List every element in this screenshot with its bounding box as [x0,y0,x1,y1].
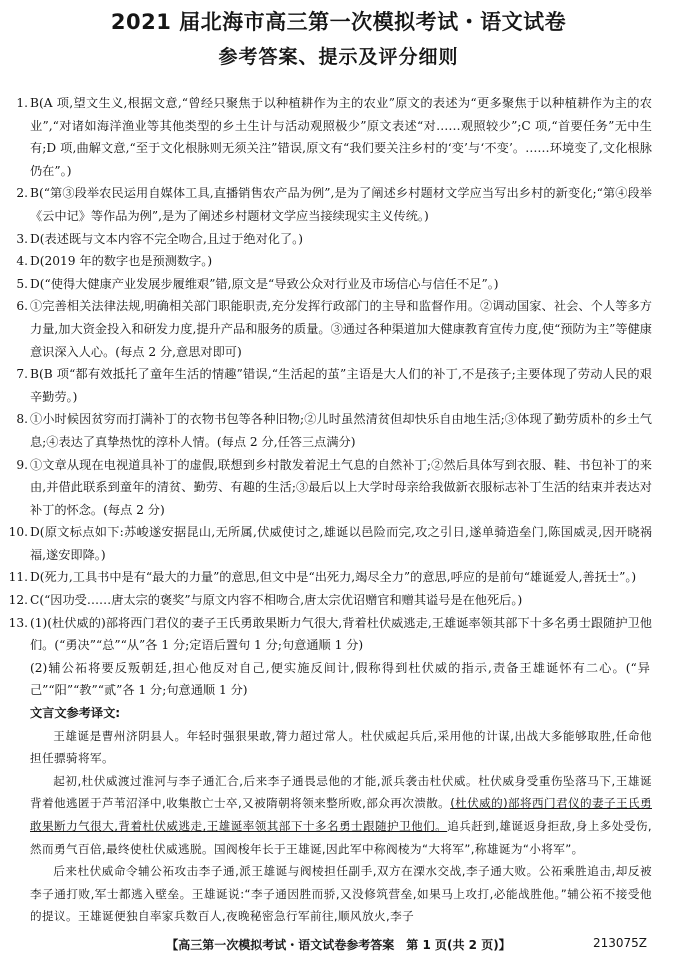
answer-item-13: 13. (1)(杜伏威的)部将西门君仪的妻子王氏勇敢果断力气很大,背着杜伏威逃走,王雄诞率领其部下十多名勇士跟随护卫他们。(“勇决”“总”“从”各 1 分;定语后置句 1 分;句意通顺 1 分) [0,612,677,657]
answer-item-7: 7. B(B 项“都有效抵托了童年生活的情趣”错误,“生活起的茧”主语是大人们的补丁,不是孩子;主要体现了劳动人民的艰辛勤劳。) [0,363,677,408]
footer-code: 213075Z [592,936,647,950]
translation-paragraph: 起初,杜伏威渡过淮河与李子通汇合,后来李子通畏忌他的才能,派兵袭击杜伏威。杜伏威身受重伤坠落马下,王雄诞背着他逃匿于芦苇沼泽中,收集散亡士卒,又被隋朝将领来整所败,部众再次溃散。(杜伏威的)部将西门君仪的妻子王氏勇敢果断力气很大,背着杜伏威逃走,王雄诞率领其部下十多名勇士跟随护卫他们。追兵赶到,雄诞返身拒敌,身上多处受伤,然而勇气百倍,最终使杜伏威逃脱。国阀梭年长于王雄诞,因此军中称阀棱为“大将军”,称雄诞为“小将军”。 [30,773,652,856]
answer-text: D(“使得大健康产业发展步履维艰”错,原文是“导致公众对行业及市场信心与信任不足”。) [30,276,499,291]
page-footer [0,936,677,956]
page-subtitle: 参考答案、提示及评分细则 [218,46,459,68]
answer-item-8: 8. ①小时候因贫穷而打满补丁的衣物书包等各种旧物;②儿时虽然清贫但却快乐自由地生活;③体现了勤劳质朴的乡土气息;④表达了真挚热忱的淳朴人情。(每点 2 分,任答三点满分) [0,408,677,453]
answer-text: D(原文标点如下:苏峻遂安据昆山,无所属,伏威使讨之,雄诞以邑险而完,攻之引日,遂单骑造垒门,陈国威灵,因开晓祸福,遂安即降。) [30,525,652,562]
answer-item-6: 6. ①完善相关法律法规,明确相关部门职能职责,充分发挥行政部门的主导和监督作用。②调动国家、社会、个人等多方力量,加大资金投入和研发力度,提升产品和服务的质量。③通过各种渠道加大健康教育宣传力度,使“预防为主”等健康意识深入人心。(每点 2 分,意思对即可) [0,295,677,363]
answer-list [0,92,677,928]
answer-text: D(表述既与文本内容不完全吻合,且过于绝对化了。) [30,231,303,246]
footer-page-info: 【高三第一次模拟考试・语文试卷参考答案 第 1 页(共 2 页)】 [166,938,511,952]
answer-item-2: 2. B(“第③段举农民运用自媒体工具,直播销售农产品为例”,是为了阐述乡村题材文学应当写出乡村的新变化;“第④段举《云中记》等作品为例”,是为了阐述乡村题材文学应当接续现实主义传统。) [0,182,677,227]
underlined-sentence: (杜伏威的)部将西门君仪的妻子王氏勇敢果断力气很大,背着杜伏威逃走,王雄诞率领其部下十多名勇士跟随护卫他们。 [30,796,652,833]
answer-item-13-part2: (2)辅公祏将要反叛朝廷,担心他反对自己,便实施反间计,假称得到杜伏威的指示,责备王雄诞怀有二心。(“异己”“阳”“教”“贰”各 1 分;句意通顺 1 分) [30,660,650,698]
translation-paragraph: 后来杜伏威命令辅公祏攻击李子通,派王雄诞与阀棱担任副手,双方在溧水交战,李子通大败。公祏乘胜追击,却反被李子通打败,军士都逃入壁垒。王雄诞说:“李子通因胜而骄,又没修筑营垒,如果马上攻打,必能战胜他。”辅公祏不接受他的提议。王雄诞便独自率家兵数百人,夜晚秘密急行军前往,顺风放火,李子 [30,864,652,924]
page-title: 2021 届北海市高三第一次模拟考试・语文试卷 [110,10,567,34]
answer-text: D(死力,工具书中是有“最大的力量”的意思,但文中是“出死力,竭尽全力”的意思,呼应的是前句“雄诞爱人,善抚士”。) [30,570,637,585]
answer-item-4: 4. D(2019 年的数字也是预测数字。) [0,250,677,273]
answer-item-5: 5. D(“使得大健康产业发展步履维艰”错,原文是“导致公众对行业及市场信心与信任不足”。) [0,273,677,296]
answer-item-1: 1. B(A 项,望文生义,根据文意,“曾经只聚焦于以种植耕作为主的农业”原文的表述为“更多聚焦于以种植耕作为主的农业”,“对诸如海洋渔业等其他类型的乡土生计与活动观照极少”原文表述“对……观照较少”;C 项,“首要任务”无中生有;D 项,曲解文意,“至于文化根脉则无须关注”错误,原文有“我们要关注乡村的‘变’与‘不变’。……环境变了,文化根脉仍在”。) [0,92,677,182]
answer-item-9: 9. ①文章从现在电视道具补丁的虚假,联想到乡村散发着泥土气息的自然补丁;②然后具体写到衣服、鞋、书包补丁的来由,并借此联系到童年的清贫、勤劳、有趣的生活;③最后以上大学时母亲给我做新衣服标志补丁生活的结束并表达对补丁的怀念。(每点 2 分) [0,454,677,522]
answer-item-12: 12. C(“因功受……唐太宗的褒奖”与原文内容不相吻合,唐太宗优诏赠官和赠其谥号是在他死后。) [0,589,677,612]
answer-item-3: 3. D(表述既与文本内容不完全吻合,且过于绝对化了。) [0,228,677,251]
translation-paragraph: 王雄诞是曹州济阴县人。年轻时强狠果敢,膂力超过常人。杜伏威起兵后,采用他的计谋,出战大多能够取胜,任命他担任骠骑将军。 [30,728,652,766]
answer-item-11: 11. D(死力,工具书中是有“最大的力量”的意思,但文中是“出死力,竭尽全力”的意思,呼应的是前句“雄诞爱人,善抚士”。) [0,566,677,589]
answer-text: ①小时候因贫穷而打满补丁的衣物书包等各种旧物;②儿时虽然清贫但却快乐自由地生活;③体现了勤劳质朴的乡土气息;④表达了真挚热忱的淳朴人情。(每点 2 分,任答三点满分) [30,412,652,449]
answer-text: D(2019 年的数字也是预测数字。) [30,254,213,269]
answer-text: (1)(杜伏威的)部将西门君仪的妻子王氏勇敢果断力气很大,背着杜伏威逃走,王雄诞率领其部下十多名勇士跟随护卫他们。(“勇决”“总”“从”各 1 分;定语后置句 1 分;句意通顺 1 分) [30,615,652,653]
answer-item-10: 10. D(原文标点如下:苏峻遂安据昆山,无所属,伏威使讨之,雄诞以邑险而完,攻之引日,遂单骑造垒门,陈国威灵,因开晓祸福,遂安即降。) [0,521,677,566]
answer-text: B(“第③段举农民运用自媒体工具,直播销售农产品为例”,是为了阐述乡村题材文学应当写出乡村的新变化;“第④段举《云中记》等作品为例”,是为了阐述乡村题材文学应当接续现实主义传统。) [30,186,652,223]
translation-heading: 文言文参考译文: [30,706,121,721]
answer-text: ①完善相关法律法规,明确相关部门职能职责,充分发挥行政部门的主导和监督作用。②调动国家、社会、个人等多方力量,加大资金投入和研发力度,提升产品和服务的质量。③通过各种渠道加大健康教育宣传力度,使“预防为主”等健康意识深入人心。(每点 2 分,意思对即可) [30,299,652,359]
answer-text: B(B 项“都有效抵托了童年生活的情趣”错误,“生活起的茧”主语是大人们的补丁,不是孩子;主要体现了劳动人民的艰辛勤劳。) [30,367,652,404]
answer-text: B(A 项,望文生义,根据文意,“曾经只聚焦于以种植耕作为主的农业”原文的表述为“更多聚焦于以种植耕作为主的农业”,“对诸如海洋渔业等其他类型的乡土生计与活动观照极少”原文表述“对……观照较少”;C 项,“首要任务”无中生有;D 项,曲解文意,“至于文化根脉则无须关注”错误,原文有“我们要关注乡村的‘变’与‘不变’。……环境变了,文化根脉仍在”。) [30,96,652,178]
answer-text: ①文章从现在电视道具补丁的虚假,联想到乡村散发着泥土气息的自然补丁;②然后具体写到衣服、鞋、书包补丁的来由,并借此联系到童年的清贫、勤劳、有趣的生活;③最后以上大学时母亲给我做新衣服标志补丁生活的结束并表达对补丁的怀念。(每点 2 分) [30,457,652,517]
answer-text: C(“因功受……唐太宗的褒奖”与原文内容不相吻合,唐太宗优诏赠官和赠其谥号是在他死后。) [30,593,523,608]
